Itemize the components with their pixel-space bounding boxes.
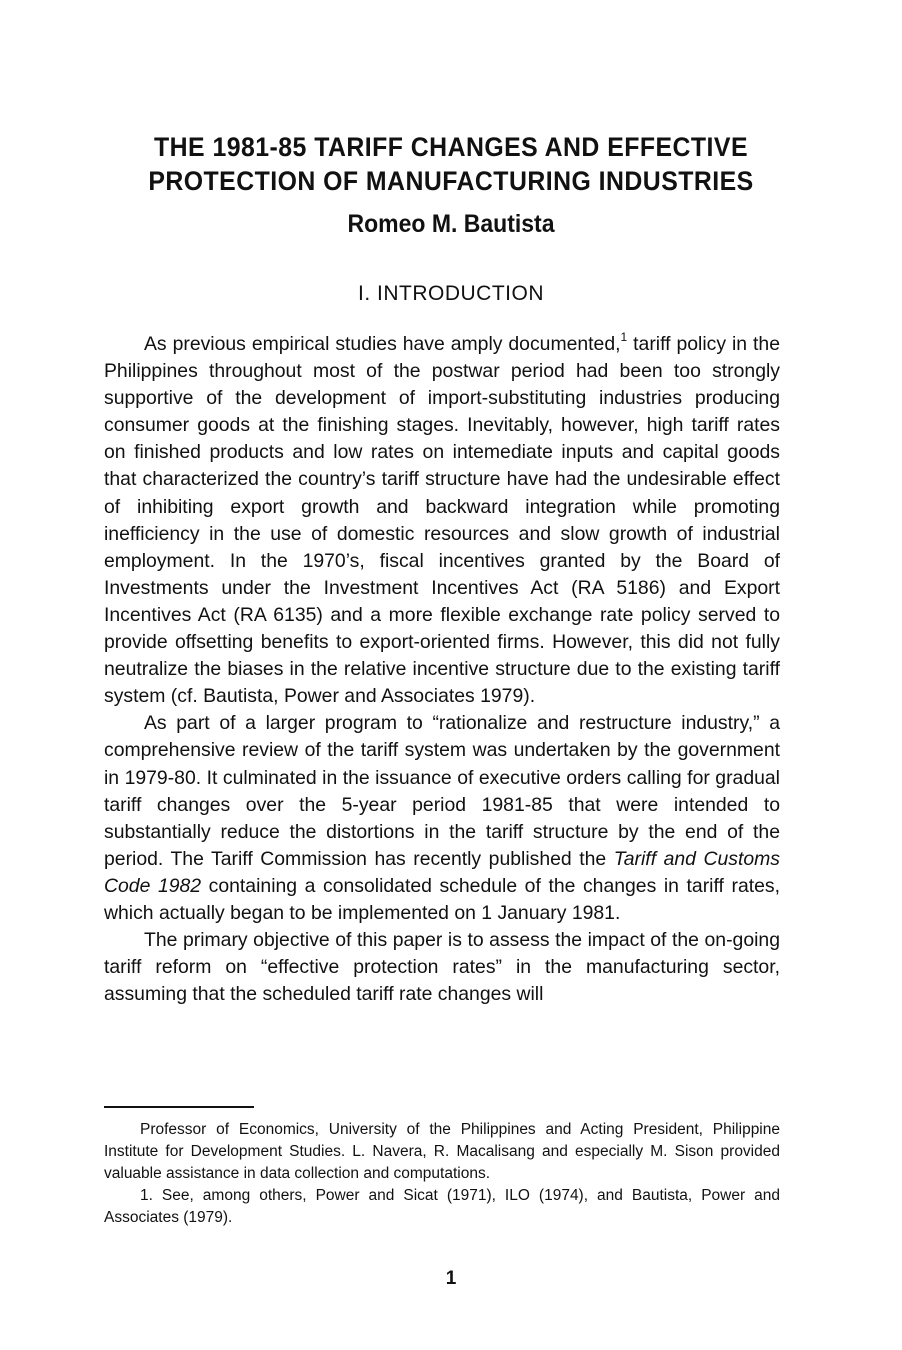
page-number: 1 <box>445 1268 457 1289</box>
paragraph-3: The primary objective of this paper is to assess the impact of the on-going tariff reform on “effective protection rates” in the manufacturing sector, assuming that the scheduled tariff rate changes will <box>104 929 780 1006</box>
paragraph-1 <box>104 331 780 710</box>
paragraph-1-text-b: tariff policy in the Philippines throughout most of the postwar period had been too strongly supportive of the development of import-substituting industries producing consumer goods at the finishing stages. Inevitably, however, high tariff rates on finished products and low rates on intemediate inputs and capital goods that characterized the country’s tariff structure have had the undesirable effect of inhibiting export growth and backward integration while promoting inefficiency in the use of domestic resources and slow growth of industrial employment. In the 1970’s, fiscal incentives granted by the Board of Investments under the Investment Incentives Act (RA 5186) and Export Incentives Act (RA 6135) and a more flexible exchange rate policy served to provide offsetting benefits to export-oriented firms. However, this did not fully neutralize the biases in the relative incentive structure due to the existing tariff system (cf. Bautista, Power and Associates 1979). <box>104 333 780 708</box>
footnote-rule <box>104 1106 254 1108</box>
paragraph-2 <box>104 710 780 927</box>
paragraph-2-text-a: As part of a larger program to “rationalize and restructure industry,” a comprehensive review of the tariff system was undertaken by the government in 1979-80. It culminated in the issuance of executive orders calling for gradual tariff changes over the 5-year period 1981-85 that were intended to substantially reduce the distortions in the tariff structure by the end of the period. The Tariff Commission has recently published the <box>104 712 780 870</box>
paragraph-1-text-a: As previous empirical studies have amply documented, <box>144 333 621 355</box>
footnotes <box>104 1119 780 1229</box>
title-line-1: THE 1981-85 TARIFF CHANGES AND EFFECTIVE <box>154 132 748 162</box>
footnote-1: 1. See, among others, Power and Sicat (1971), ILO (1974), and Bautista, Power and Associates (1979). <box>104 1187 780 1226</box>
footnote-reference-1: 1 <box>620 329 628 344</box>
code-title-italic: Tariff and Customs Code 1982 <box>104 847 780 897</box>
paragraph-2-text-b: containing a consolidated schedule of the changes in tariff rates, which actually began to be implemented on 1 January 1981. <box>104 874 780 924</box>
paper-title <box>128 130 774 198</box>
body-text <box>104 331 780 1008</box>
footnote-affiliation: Professor of Economics, University of the Philippines and Acting President, Philippine Institute for Development Studies. L. Navera, R. Macalisang and especially M. Sison provided valuable assistance in data collection and computations. <box>104 1121 780 1182</box>
section-heading: I. INTRODUCTION <box>358 282 544 305</box>
author-name: Romeo M. Bautista <box>347 210 555 238</box>
title-line-2: PROTECTION OF MANUFACTURING INDUSTRIES <box>148 166 754 196</box>
